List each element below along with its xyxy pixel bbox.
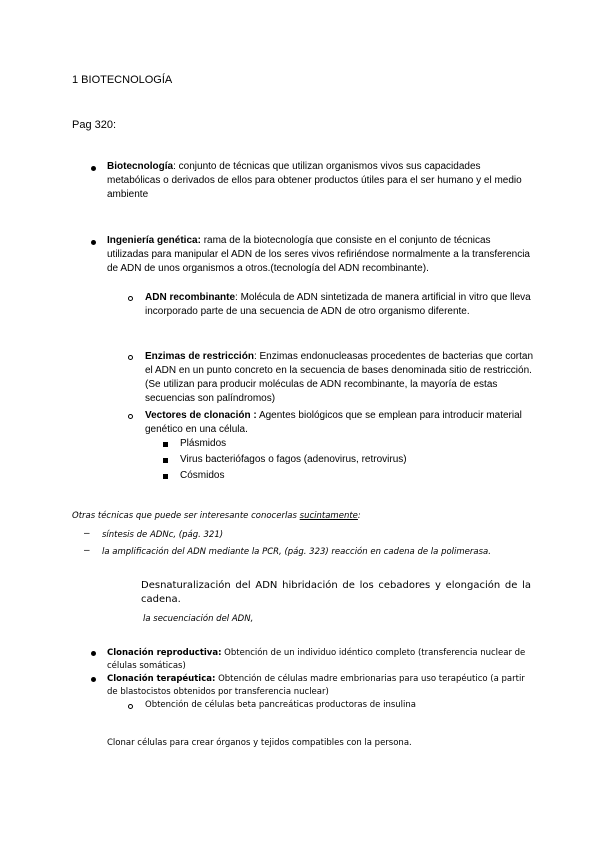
- def-enzimas-restriccion: : Enzimas endonucleasas procedentes de bacterias que cortan el ADN en un punto concreto en la secuencia de bases denominada sitio de restricción. (Se utilizan para producir moléculas de ADN recombinante, la mayoría de estas secuencias son palíndromos): [145, 351, 533, 404]
- bullet-dot-icon: [91, 651, 96, 656]
- bullet-circle-icon: [128, 414, 133, 419]
- def-clonacion-terapeutica: Obtención de células madre embrionarias para uso terapéutico (a partir de blastocistos obtenidos por transferencia nuclear): [107, 674, 525, 697]
- def-ingenieria-genetica: rama de la biotecnología que consiste en el conjunto de técnicas utilizadas para manipular el ADN de los seres vivos refiriéndose normalmente a la transferencia de ADN de unos organismos a otros.(tecnología del ADN recombinante).: [107, 235, 530, 274]
- def-vectores-clonacion: Agentes biológicos que se emplean para introducir material genético en una célula.: [145, 410, 522, 435]
- vector-item: Cósmidos: [180, 470, 225, 481]
- vector-item: Virus bacteriófagos o fagos (adenovirus, retrovirus): [180, 454, 407, 465]
- def-biotecnologia: : conjunto de técnicas que utilizan organismos vivos sus capacidades metabólicas o derivados de ellos para obtener productos útiles para el ser humano y el medio ambiente: [107, 161, 522, 200]
- pcr-steps: Desnaturalización del ADN hibridación de los cebadores y elongación de la cadena.: [141, 580, 531, 605]
- def-adn-recombinante: : Molécula de ADN sintetizada de manera artificial in vitro que lleva incorporado parte de una secuencia de ADN de otro organismo diferente.: [145, 292, 531, 317]
- definition-vectores-clonacion: [145, 409, 535, 437]
- term-vectores-clonacion: Vectores de clonación :: [145, 410, 257, 421]
- tecnica-secuenciacion: la secuenciación del ADN,: [143, 614, 254, 624]
- definition-clonacion-terapeutica: [107, 673, 532, 698]
- term-biotecnologia: Biotecnología: [107, 161, 174, 172]
- term-clonacion-terapeutica: Clonación terapéutica:: [107, 674, 216, 684]
- definition-clonacion-reproductiva: [107, 647, 532, 672]
- definition-ingenieria-genetica: [107, 234, 532, 276]
- term-ingenieria-genetica: Ingeniería genética:: [107, 235, 201, 246]
- dash-icon: –: [84, 528, 90, 539]
- clonacion-final-note: Clonar células para crear órganos y tejidos compatibles con la persona.: [107, 738, 412, 748]
- term-adn-recombinante: ADN recombinante: [145, 292, 236, 303]
- bullet-square-icon: [163, 442, 168, 447]
- intro-text: Otras técnicas que puede ser interesante conocerlas: [72, 511, 300, 521]
- clonacion-terapeutica-sub: Obtención de células beta pancreáticas productoras de insulina: [145, 700, 416, 710]
- vector-item: Plásmidos: [180, 438, 227, 449]
- term-enzimas-restriccion: Enzimas de restricción: [145, 351, 254, 362]
- definition-adn-recombinante: [145, 291, 535, 319]
- bullet-dot-icon: [91, 166, 96, 171]
- dash-icon: –: [84, 545, 90, 556]
- section-heading: 1 BIOTECNOLOGÍA: [72, 74, 173, 86]
- bullet-circle-icon: [128, 704, 133, 709]
- term-clonacion-reproductiva: Clonación reproductiva:: [107, 648, 222, 658]
- bullet-circle-icon: [128, 296, 133, 301]
- otras-tecnicas-intro: [72, 510, 361, 523]
- definition-enzimas-restriccion: [145, 350, 535, 406]
- bullet-circle-icon: [128, 355, 133, 360]
- def-clonacion-reproductiva: Obtención de un individuo idéntico completo (transferencia nuclear de células somáticas): [107, 648, 526, 671]
- definition-biotecnologia: [107, 160, 532, 202]
- page-reference: Pag 320:: [72, 119, 117, 131]
- tecnica-pcr: la amplificación del ADN mediante la PCR, (pág. 323) reacción en cadena de la polimerasa.: [102, 547, 491, 557]
- intro-underlined: sucintamente: [299, 511, 358, 521]
- tecnica-sintesis-adnc: síntesis de ADNc, (pág. 321): [102, 530, 224, 540]
- bullet-dot-icon: [91, 677, 96, 682]
- intro-end: :: [357, 511, 361, 521]
- bullet-square-icon: [163, 474, 168, 479]
- bullet-dot-icon: [91, 240, 96, 245]
- bullet-square-icon: [163, 458, 168, 463]
